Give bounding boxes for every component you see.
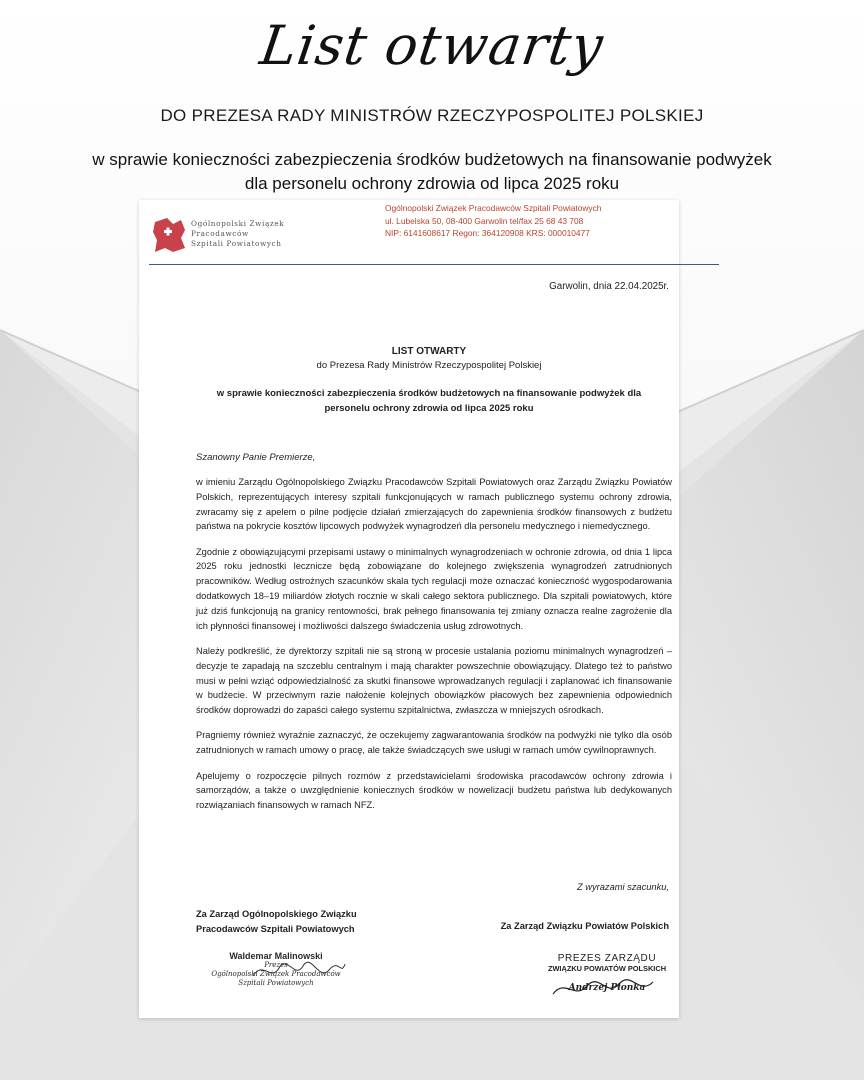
header-subject-line-1: w sprawie konieczności zabezpieczenia środków budżetowych na finansowanie podwyżek <box>92 150 772 169</box>
stamp-left-org-2: Szpitali Powiatowych <box>238 979 314 987</box>
letter-page <box>139 200 679 1018</box>
stamp-left-org-1: Ogólnopolski Związek Pracodawców <box>211 970 341 978</box>
letter-paragraph: w imieniu Zarządu Ogólnopolskiego Związku Pracodawców Szpitali Powiatowych oraz Zarządu Związku Powiatów Polskich, reprezentujących interesy szpitali funkcjonujących w ramach publicznego systemu ochrony zdrowia, zwracamy się z apelem o pilne podjęcie działań zmierzających do zapewnienia środków finansowych z budżetu państwa na pokrycie kosztów lipcowych podwyżek wynagrodzeń dla personelu medycznego i niemedycznego. <box>196 477 672 532</box>
letterhead-org-line-2: Pracodawców <box>191 229 249 238</box>
handwritten-signature-right <box>549 976 659 1002</box>
hospital-logo-icon <box>151 216 189 256</box>
letter-title: LIST OTWARTY <box>391 346 467 357</box>
stamp-left-role: Prezes <box>264 961 288 969</box>
letter-greeting: Szanowny Panie Premierze, <box>196 452 316 463</box>
letterhead-org-line-1: Ogólnopolski Związek <box>191 219 285 228</box>
script-title: List otwarty <box>256 14 608 77</box>
header-subject-line-2: dla personelu ochrony zdrowia od lipca 2025 roku <box>244 174 620 193</box>
letter-paragraph: Pragniemy również wyraźnie zaznaczyć, że oczekujemy zagwarantowania środków na podwyżki nie tylko dla osób zatrudnionych w ramach umowy o pracę, ale także świadczących swe usługi w ramach umów cywilnoprawnych. <box>196 730 672 756</box>
place-date: Garwolin, dnia 22.04.2025r. <box>549 281 669 292</box>
letter-addressee: do Prezesa Rady Ministrów Rzeczypospolitej Polskiej <box>316 360 542 371</box>
header-subject <box>40 148 824 196</box>
signature-block-right: Za Zarząd Związku Powiatów Polskich <box>500 921 669 931</box>
stamp-right-org: ZWIĄZKU POWIATÓW POLSKICH <box>547 964 667 973</box>
header-subtitle: DO PREZESA RADY MINISTRÓW RZECZYPOSPOLITEJ POLSKIEJ <box>160 106 704 125</box>
stamp-left-name: Waldemar Malinowski <box>229 951 323 961</box>
letterhead-contact-line-2: ul. Lubelska 50, 08-400 Garwolin tel/fax 25 68 43 708 <box>385 215 584 226</box>
letter-subject: w sprawie konieczności zabezpieczenia środków budżetowych na finansowanie podwyżek dla personelu ochrony zdrowia od lipca 2025 roku <box>216 388 642 414</box>
signature-left-line-2: Pracodawców Szpitali Powiatowych <box>196 924 355 934</box>
stamp-right-name: Andrzej Płonka <box>568 983 646 993</box>
signature-block-left <box>196 907 357 937</box>
letterhead-org-line-3: Szpitali Powiatowych <box>191 239 282 248</box>
letterhead-divider <box>149 264 719 265</box>
letter-body <box>196 475 672 823</box>
letterhead-contact-line-3: NIP: 6141608617 Regon: 364120908 KRS: 000010477 <box>385 228 590 238</box>
letterhead-contact-line-1: Ogólnopolski Związek Pracodawców Szpitali Powiatowych <box>385 203 602 213</box>
letter-paragraph: Zgodnie z obowiązującymi przepisami ustawy o minimalnych wynagrodzeniach w ochronie zdrowia, od dnia 1 lipca 2025 roku jednostki lecznicze będą zobowiązane do kolejnego zwiększenia wynagrodzeń zatrudnionych pracowników. Według ostrożnych szacunków skala tych regulacji może oznaczać konieczność wygospodarowania dodatkowych 18–19 miliardów złotych rocznie w skali całego sektora publicznego. Dla szpitali powiatowych, które już dziś funkcjonują na granicy rentowności, brak pełnego finansowania tej zmiany oznacza realne zagrożenie dla ich płynności finansowej i możliwości dalszego świadczenia usług zdrowotnych. <box>196 546 672 631</box>
letterhead-contact <box>385 202 675 240</box>
letterhead-org-name <box>191 219 341 249</box>
signature-left-line-1: Za Zarząd Ogólnopolskiego Związku <box>196 909 357 919</box>
handwritten-signature-left <box>249 956 349 986</box>
letter-paragraph: Apelujemy o rozpoczęcie pilnych rozmów z przedstawicielami środowiska pracodawców ochrony zdrowia i samorządów, a także o uwzględnienie koniecznych środków w nowelizacji budżetu państwa lub dedykowanych rozwiązaniach finansowych w ramach NFZ. <box>196 770 672 811</box>
stamp-right-title: PREZES ZARZĄDU <box>557 953 657 964</box>
letter-closing: Z wyrazami szacunku, <box>577 882 669 892</box>
letter-paragraph: Należy podkreślić, że dyrektorzy szpitali nie są stroną w procesie ustalania poziomu minimalnych wynagrodzeń – decyzje te zapadają na szczeblu centralnym i mają charakter powszechnie obowiązujący. Dlatego też to państwo musi w pełni wziąć odpowiedzialność za skutki finansowe wprowadzanych regulacji i zaplanować ich finansowanie w budżecie. W przeciwnym razie nałożenie kolejnych obowiązków płacowych bez zapewnienia odpowiednich środków doprowadzi do zapaści całego systemu szpitalnictwa, zwłaszcza w mniejszych ośrodkach. <box>196 645 672 716</box>
